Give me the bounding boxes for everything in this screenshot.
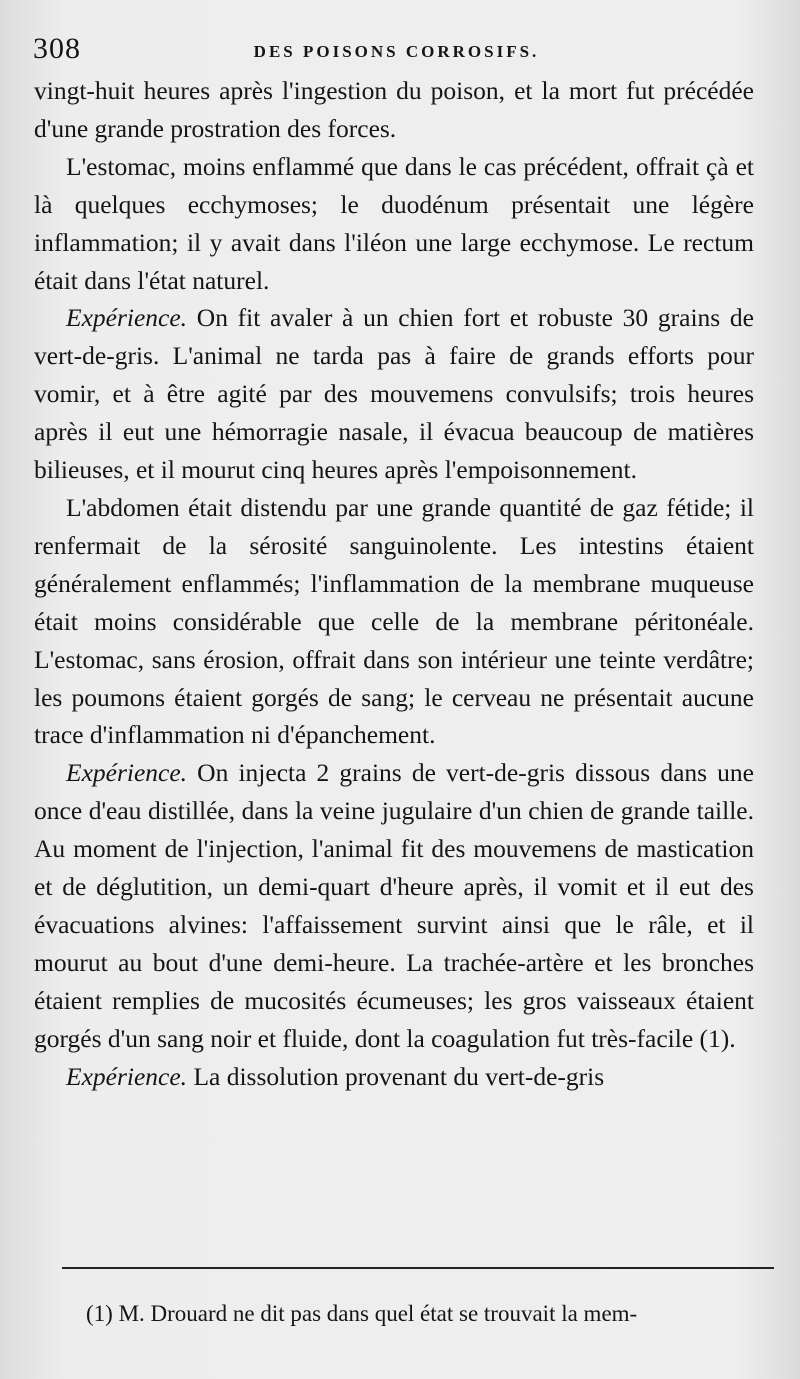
footnote: (1) M. Drouard ne dit pas dans quel état se trouvait la mem- (86, 1301, 638, 1326)
experience-label: Expérience. (66, 1061, 188, 1091)
page-number: 308 (33, 32, 81, 65)
footnote-rule (62, 1267, 774, 1269)
paragraph: L'abdomen était distendu par une grande quantité de gaz fétide; il renfermait de la sérosité sanguinolente. Les intestins étaient généralement enflammés; l'inflammation de la membrane muqueuse était moins considérable que celle de la membrane péritonéale. L'estomac, sans érosion, offrait dans son intérieur une teinte verdâtre; les poumons étaient gorgés de sang; le cerveau ne présentait aucune trace d'inflammation ni d'épanchement. (34, 492, 754, 750)
running-head: DES POISONS CORROSIFS. (253, 42, 540, 61)
page-header (33, 28, 740, 68)
paragraph-experience: Expérience. On injecta 2 grains de vert-de-gris dissous dans une once d'eau distillée, dans la veine jugulaire d'un chien de grande taille. Au moment de l'injection, l'animal fit des mouvemens de mastication et de déglutition, un demi-quart d'heure après, il vomit et il eut des évacuations alvines: l'affaissement survint ainsi que le râle, et il mourut au bout d'une demi-heure. La trachée-artère et les bronches étaient remplies de mucosités écumeuses; les gros vaisseaux étaient gorgés d'un sang noir et fluide, dont la coagulation fut très-facile (1). (34, 758, 754, 1053)
experience-label: Expérience. (66, 303, 188, 333)
paragraph-experience: Expérience. La dissolution provenant du vert-de-gris (66, 1061, 605, 1091)
experience-label: Expérience. (66, 758, 188, 788)
body-text (34, 72, 754, 1095)
paragraph: L'estomac, moins enflammé que dans le cas précédent, offrait çà et là quelques ecchymoses; le duodénum présentait une légère inflammation; il y avait dans l'iléon une large ecchymose. Le rectum était dans l'état naturel. (34, 151, 754, 295)
paragraph-experience: Expérience. On fit avaler à un chien fort et robuste 30 grains de vert-de-gris. L'animal ne tarda pas à faire de grands efforts pour vomir, et à être agité par des mouvemens convulsifs; trois heures après il eut une hémorragie nasale, il évacua beaucoup de matières bilieuses, et il mourut cinq heures après l'empoisonnement. (34, 303, 754, 485)
paragraph-continuation: vingt-huit heures après l'ingestion du poison, et la mort fut précédée d'une grande prostration des forces. (34, 76, 754, 143)
